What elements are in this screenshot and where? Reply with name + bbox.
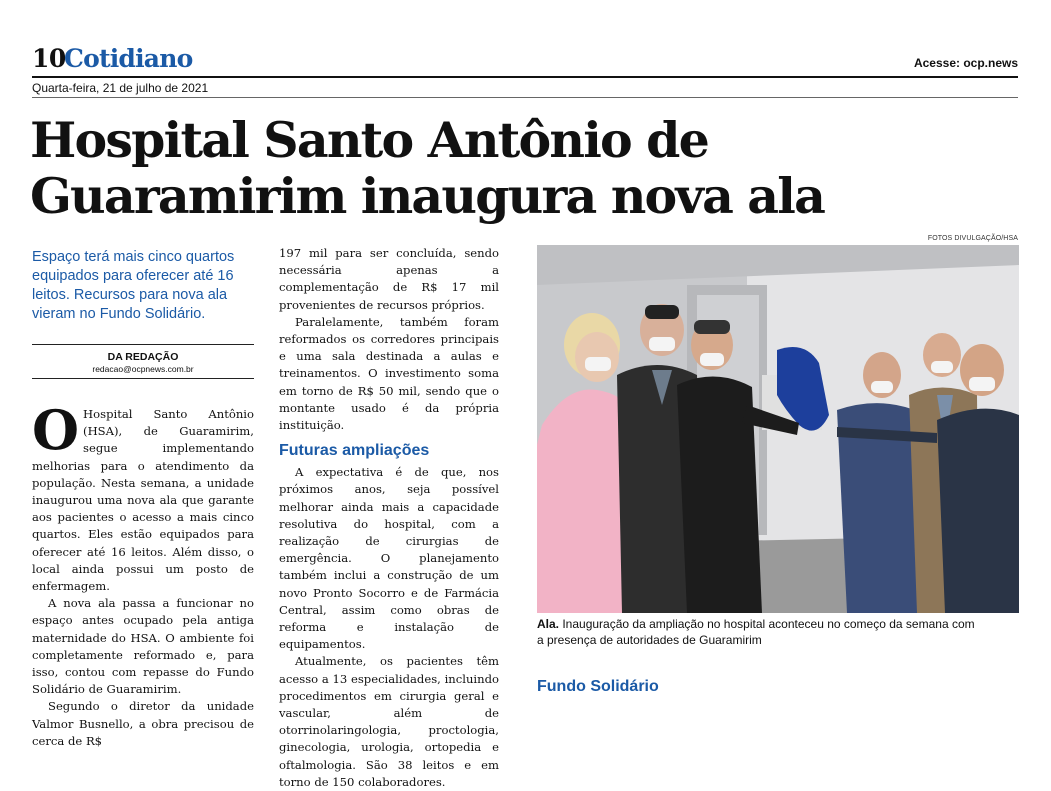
header-rule-lower bbox=[32, 97, 1018, 98]
article-column-2 bbox=[279, 245, 499, 791]
dropcap: O bbox=[32, 398, 80, 462]
subhead: Futuras ampliações bbox=[279, 442, 430, 460]
paragraph: Atualmente, os pacientes têm acesso a 13 especialidades, incluindo procedimentos em cirurgia geral e vascular, além de otorrinolaringologia, proctologia, ginecologia, urologia, ortopedia e oftalmologia. São 38 leitos e em torno de 150 colaboradores. bbox=[279, 654, 499, 789]
paragraph: A expectativa é de que, nos próximos anos, seja possível melhorar ainda mais a capacidade resolutiva do hospital, com a realização de cirurgias de emergência. O planejamento também inclui a construção de um novo Pronto Socorro e de Farmácia Central, assim como obras de reforma e instalação de equipamentos. bbox=[279, 465, 499, 652]
photo-credit: FOTOS DIVULGAÇÃO/HSA bbox=[927, 235, 1018, 242]
section-title: Cotidiano bbox=[64, 44, 193, 73]
paragraph: Paralelamente, também foram reformados os corredores principais e uma sala destinada a aulas e treinamentos. O investimento soma em torno de R$ 50 mil, sendo que o montante usado é da própria instituição. bbox=[279, 314, 499, 433]
photo-caption bbox=[537, 616, 977, 648]
article-photo bbox=[537, 245, 1019, 613]
issue-date: Quarta-feira, 21 de julho de 2021 bbox=[32, 81, 209, 95]
byline-email[interactable]: redacao@ocpnews.com.br bbox=[92, 364, 194, 374]
deck: Espaço terá mais cinco quartos equipados para oferecer até 16 leitos. Recursos para nova ala vieram no Fundo Solidário. bbox=[32, 249, 235, 322]
header-rule bbox=[32, 76, 1018, 78]
paragraph: Segundo o diretor da unidade Valmor Busnello, a obra precisou de cerca de R$ bbox=[32, 699, 254, 748]
site-link[interactable]: Acesse: ocp.news bbox=[913, 56, 1018, 70]
subhead-fundo-solidario: Fundo Solidário bbox=[537, 678, 659, 695]
headline: Hospital Santo Antônio de Guaramirim inaugura nova ala bbox=[30, 111, 825, 225]
caption-text: Inauguração da ampliação no hospital aconteceu no começo da semana com a presença de autoridades de Guaramirim bbox=[537, 617, 975, 647]
paragraph: Hospital Santo Antônio (HSA), de Guaramirim, segue implementando melhorias para o atendimento da população. Nesta semana, a unidade inaugurou uma nova ala que garante aos pacientes o acesso a mais cinco quartos. Eles estão equipados para oferecer até 16 leitos. Além disso, o local ainda possui um posto de enfermagem. bbox=[32, 407, 254, 594]
caption-label: Ala. bbox=[537, 617, 560, 631]
paragraph: A nova ala passa a funcionar no espaço antes ocupado pela antiga maternidade do HSA. O ambiente foi completamente reformado e, para isso, contou com repasse do Fundo Solidário de Guaramirim. bbox=[32, 596, 254, 697]
byline-rule-bottom bbox=[32, 378, 254, 379]
article-column-1 bbox=[32, 398, 254, 750]
byline: DA REDAÇÃO bbox=[107, 351, 179, 363]
paragraph: 197 mil para ser concluída, sendo necessária apenas a complementação de R$ 17 mil provenientes de recursos próprios. bbox=[279, 246, 499, 312]
page-number: 10 bbox=[32, 44, 66, 73]
byline-rule-top bbox=[32, 344, 254, 345]
